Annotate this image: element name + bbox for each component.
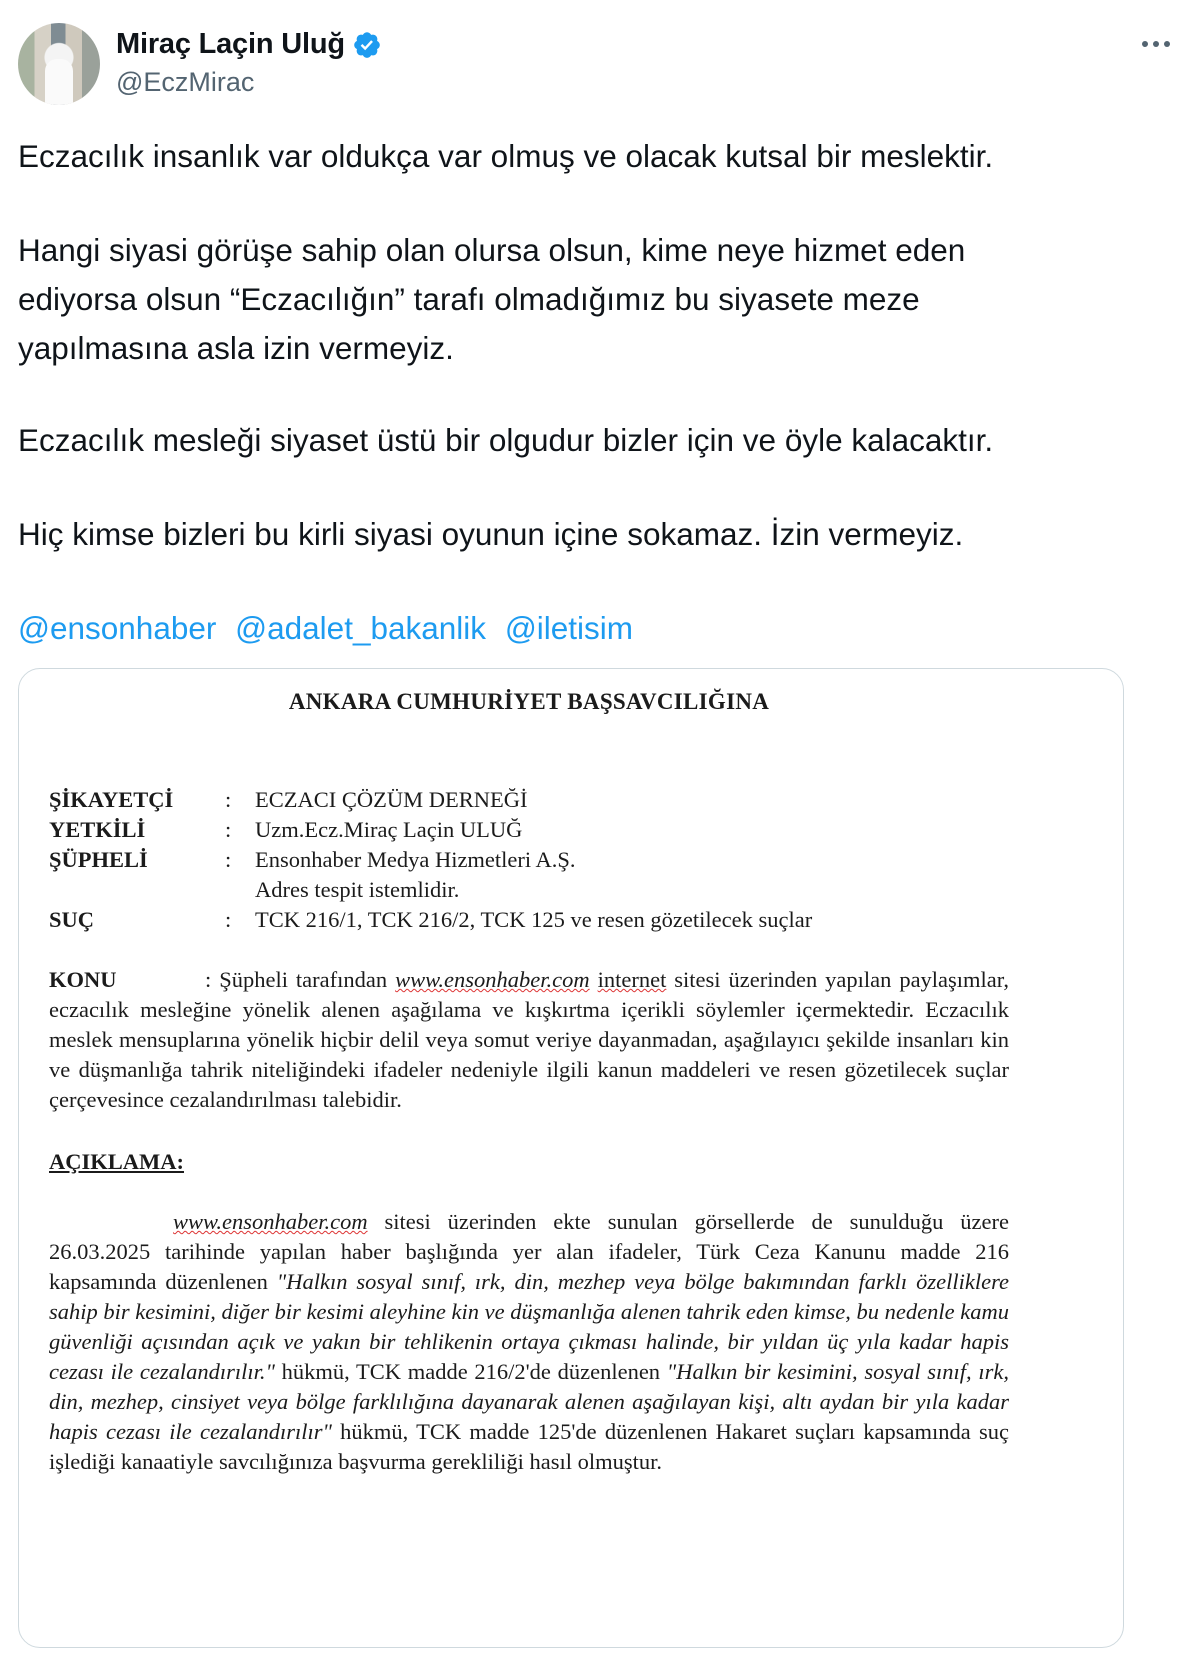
mention-link[interactable]: @ensonhaber [18, 610, 217, 646]
tweet-paragraph-4: Hiç kimse bizleri bu kirli siyasi oyunun içine sokamaz. İzin vermeyiz. [18, 516, 964, 552]
aciklama-text-part: hükmü, TCK madde 216/2'de düzenlenen [274, 1359, 667, 1384]
avatar[interactable] [18, 23, 100, 105]
konu-text [590, 967, 598, 992]
konu-text: sitesi üzerinden yapılan paylaşımlar, eczacılık mesleğine yönelik alenen aşağılama ve kışkırtma içerikli söylemler içermektedir. Eczacılık meslek mensuplarına yönelik hiçbir delil veya somut veriye dayanmadan, aşağılayıcı şekilde insanları kin ve düşmanlığa tahrik niteliğindeki ifadeler nedeniyle ilgili kanun maddeleri ve resen gözetilecek suçlar çerçevesince cezalandırılması talebidir. [49, 967, 1010, 1112]
field-colon: : [225, 817, 232, 842]
field-row [49, 785, 1009, 815]
field-colon: : [225, 787, 232, 812]
mention-link[interactable]: @iletisim [504, 610, 634, 646]
field-label: SUÇ [49, 907, 95, 932]
konu-internet: internet [597, 967, 667, 992]
field-label: ŞÜPHELİ [49, 847, 148, 872]
konu-label: KONU [49, 967, 117, 992]
mention-link[interactable]: @adalet_bakanlik [235, 610, 487, 646]
field-row [49, 845, 1009, 875]
author-block [116, 28, 382, 98]
aciklama-heading: AÇIKLAMA: [49, 1149, 184, 1174]
aciklama-text-part: sitesi üzerinden ekte sunulan görsellerde de sunulduğu üzere 26.03.2025 tarihinde yapılan haber başlığında yer alan ifadeler, Türk Ceza Kanunu madde 216 kapsamında düzenlenen [49, 1209, 1009, 1294]
aciklama-site: www.ensonhaber.com [173, 1209, 368, 1234]
aciklama-text-part: hükmü, TCK madde 125'de düzenlenen Hakaret suçları kapsamında suç işlediği kanaatiyle savcılığınıza başvurma gerekliliği hasıl olmuştur. [49, 1419, 1009, 1474]
more-options-icon[interactable] [1142, 34, 1182, 54]
field-colon: : [225, 847, 232, 872]
field-value: Ensonhaber Medya Hizmetleri A.Ş. [255, 847, 576, 872]
attached-document-image[interactable] [18, 668, 1124, 1648]
field-value: Uzm.Ecz.Miraç Laçin ULUĞ [255, 817, 523, 842]
field-row [49, 815, 1009, 845]
mentions [18, 604, 643, 653]
document-fields [49, 785, 1009, 935]
tweet-paragraph-3: Eczacılık mesleği siyaset üstü bir olgudur bizler için ve öyle kalacaktır. [18, 422, 994, 458]
field-colon: : [225, 907, 232, 932]
complaint-document [49, 683, 1009, 1477]
field-subvalue: Adres tespit istemlidir. [255, 877, 460, 902]
tweet-header [18, 20, 1182, 104]
konu-site: www.ensonhaber.com [395, 967, 590, 992]
author-handle[interactable]: @EczMirac [116, 67, 255, 97]
field-value: ECZACI ÇÖZÜM DERNEĞİ [255, 787, 528, 812]
field-row [49, 905, 1009, 935]
tweet-paragraph-2: Hangi siyasi görüşe sahip olan olursa olsun, kime neye hizmet eden ediyorsa olsun “Eczacılığın” tarafı olmadığımız bu siyasete meze yapılmasına asla izin vermeyiz. [18, 232, 966, 366]
field-label: ŞİKAYETÇİ [49, 787, 174, 812]
konu-text: : Şüpheli tarafından [205, 967, 396, 992]
tweet-paragraph-1: Eczacılık insanlık var oldukça var olmuş ve olacak kutsal bir meslektir. [18, 138, 994, 174]
aciklama-text [49, 1207, 1009, 1477]
document-title: ANKARA CUMHURİYET BAŞSAVCILIĞINA [288, 689, 770, 714]
aciklama-quote-2: "Halkın bir kesimini, sosyal sınıf, ırk, din, mezhep, cinsiyet veya bölge farklılığına dayanarak alenen aşağılayan kişi, altı aydan bir yıla kadar hapis cezası ile cezalandırılır" [49, 1359, 1009, 1444]
author-name[interactable]: Miraç Laçin Uluğ [116, 28, 345, 60]
field-value: TCK 216/1, TCK 216/2, TCK 125 ve resen gözetilecek suçlar [255, 907, 813, 932]
field-label: YETKİLİ [49, 817, 146, 842]
konu-section [49, 965, 1009, 1115]
aciklama-quote-1: "Halkın sosyal sınıf, ırk, din, mezhep veya bölge bakımından farklı özelliklere sahip bir kesimini, diğer bir kesimi aleyhine kin ve düşmanlığa alenen tahrik eden kimse, bu nedenle kamu güvenliği açısından açık ve yakın bir tehlikenin ortaya çıkması halinde, bir yıldan üç yıla kadar hapis cezası ile cezalandırılır." [49, 1269, 1009, 1384]
verified-badge-icon [352, 30, 382, 60]
